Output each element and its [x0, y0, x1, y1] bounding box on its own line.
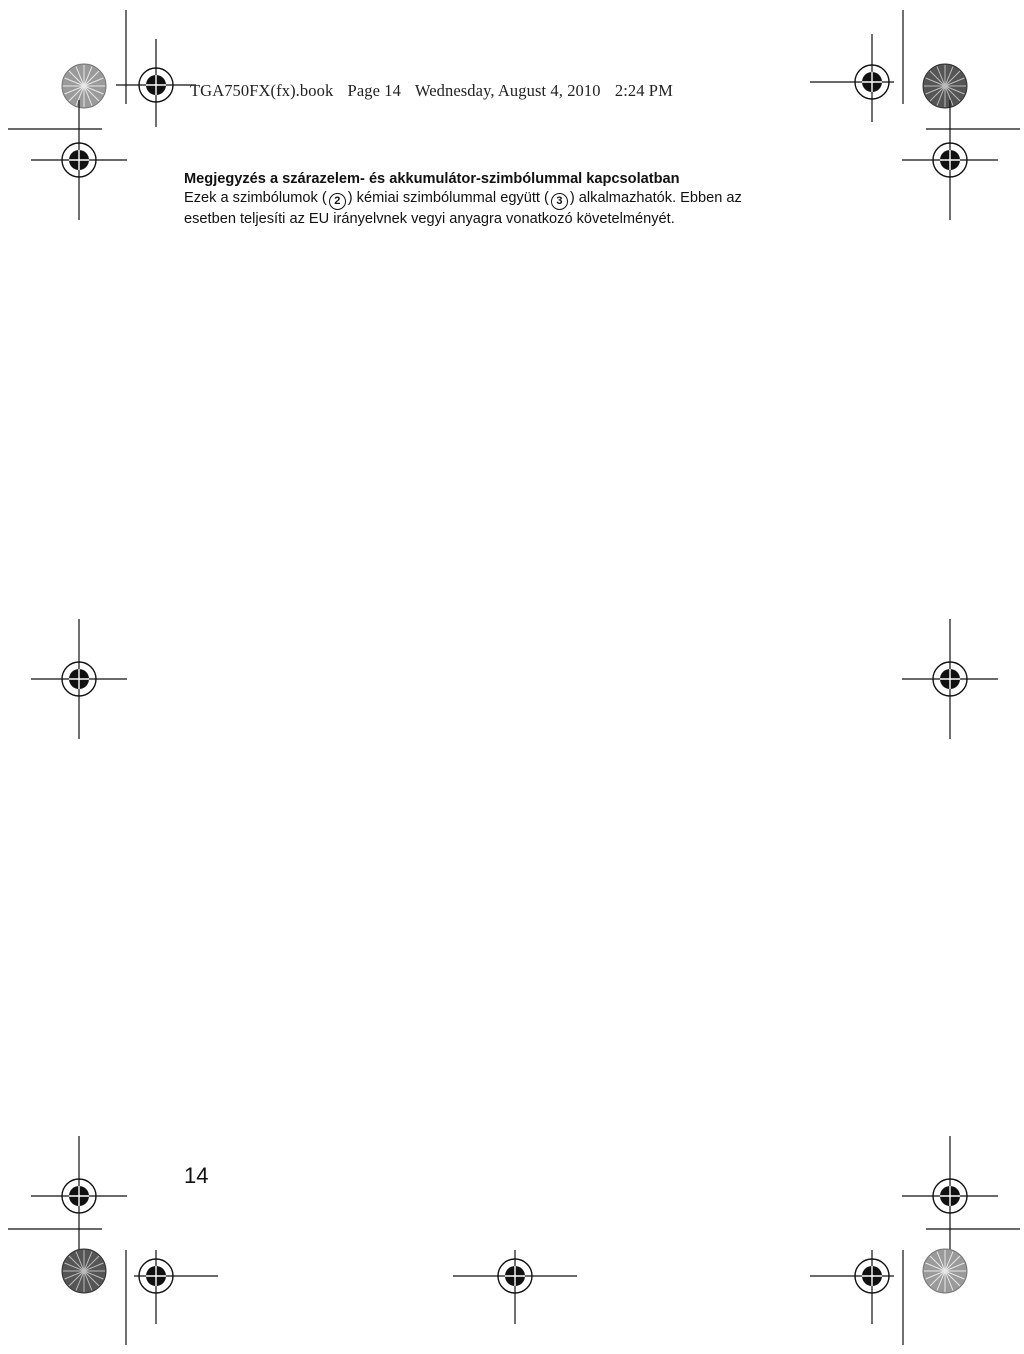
star-target-icon [62, 64, 106, 108]
note-text-4: esetben teljesíti az EU irányelvnek vegyi anyagra vonatkozó követelményét. [184, 211, 675, 227]
registration-mark-icon [902, 619, 998, 739]
registration-mark-icon [810, 1250, 894, 1324]
registration-mark-icon [902, 100, 998, 220]
registration-mark-icon [902, 1136, 998, 1256]
registration-mark-icon [31, 619, 127, 739]
star-target-icon [923, 1249, 967, 1293]
header-page: Page 14 [347, 81, 401, 100]
registration-mark-icon [31, 100, 127, 220]
registration-mark-icon [31, 1136, 127, 1256]
note-body [184, 189, 834, 229]
registration-mark-icon [453, 1250, 577, 1324]
print-header [190, 81, 683, 101]
page-number: 14 [184, 1163, 209, 1188]
battery-symbol-note [184, 170, 834, 229]
registration-mark-icon [810, 34, 894, 122]
note-title: Megjegyzés a szárazelem- és akkumulátor-szimbólummal kapcsolatban [184, 171, 680, 187]
star-target-icon [923, 64, 967, 108]
star-target-icon [62, 1249, 106, 1293]
note-text-3: ) alkalmazhatók. Ebben az [569, 190, 742, 206]
circled-number-icon: 3 [551, 193, 568, 210]
note-text-1: Ezek a szimbólumok ( [184, 190, 327, 206]
registration-mark-icon [116, 39, 196, 127]
circled-number-icon: 2 [329, 193, 346, 210]
registration-mark-icon [134, 1250, 218, 1324]
header-date: Wednesday, August 4, 2010 [414, 81, 601, 100]
header-file: TGA750FX(fx).book [190, 81, 334, 100]
note-text-2: ) kémiai szimbólummal együtt ( [347, 190, 549, 206]
header-time: 2:24 PM [614, 81, 673, 100]
